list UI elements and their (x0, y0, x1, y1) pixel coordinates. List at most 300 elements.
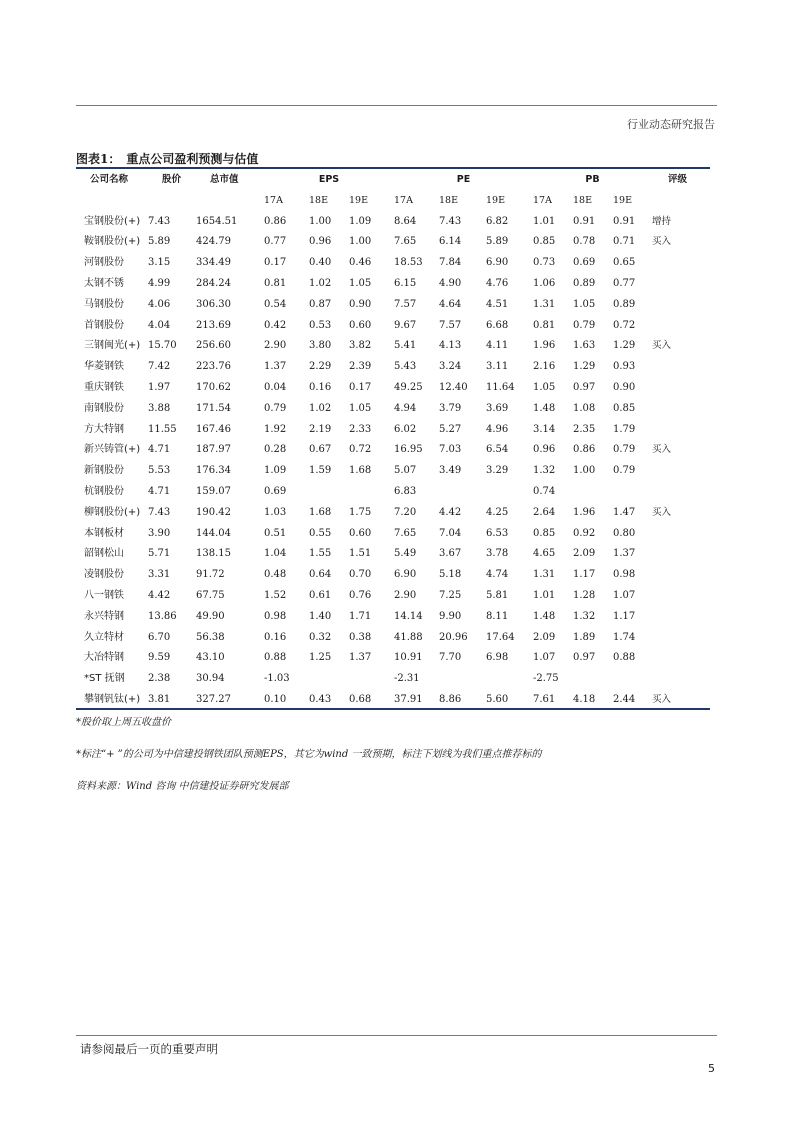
pb-19e-cell: 0.72 (613, 319, 636, 331)
pb-17a-cell: 0.74 (533, 485, 556, 497)
eps-19e-cell: 0.46 (349, 257, 372, 269)
eps-19e-cell: 1.00 (349, 236, 372, 248)
rating-cell: 增持 (652, 215, 672, 227)
price-cell: 9.59 (148, 652, 171, 664)
pe-17a-cell: 6.83 (394, 485, 417, 497)
pb-18e-cell: 0.89 (573, 277, 596, 289)
rating-cell (652, 628, 710, 649)
pe-19e-cell: 4.74 (486, 569, 509, 581)
rating-cell: 买入 (652, 506, 672, 518)
rating-cell (652, 274, 710, 295)
pb-17a-cell: 1.05 (533, 381, 556, 393)
price-cell: 1.97 (148, 381, 171, 393)
pe-17a-cell: 9.67 (394, 319, 417, 331)
col-header-eps: EPS (318, 174, 340, 185)
market-cap-cell: 1654.51 (196, 215, 238, 227)
company-name-cell: 河钢股份 (84, 257, 124, 269)
rating-cell (652, 357, 710, 378)
rating-cell (652, 378, 710, 399)
pe-19e-cell: 6.98 (486, 652, 509, 664)
table-row (76, 295, 710, 316)
company-name-cell: 华菱钢铁 (84, 361, 124, 373)
pb-18e-cell: 2.35 (573, 423, 596, 435)
company-name-cell: 久立特材 (84, 631, 124, 643)
price-cell: 6.70 (148, 631, 171, 643)
eps-18e-cell: 0.64 (309, 569, 332, 581)
eps-19e-cell: 0.90 (349, 298, 372, 310)
pe-17a-cell: 6.90 (394, 569, 417, 581)
market-cap-cell: 159.07 (196, 485, 231, 497)
pe-17a-cell: 16.95 (394, 444, 423, 456)
rating-cell (652, 607, 710, 628)
pb-17a-cell: 0.85 (533, 236, 556, 248)
pb-19e-cell (613, 482, 652, 503)
pb-17a-cell: 2.09 (533, 631, 556, 643)
pe-19e-cell: 6.54 (486, 444, 509, 456)
table-row (76, 669, 710, 690)
footer-disclaimer: 请参阅最后一页的重要声明 (80, 1042, 218, 1056)
pe-18e-cell: 7.43 (439, 215, 462, 227)
company-name-cell: 攀钢钒钛(+) (84, 693, 141, 705)
rating-cell (652, 253, 710, 274)
eps-19e-cell: 2.33 (349, 423, 372, 435)
table-row (76, 378, 710, 399)
price-cell: 5.53 (148, 465, 171, 477)
pb-19e-cell: 0.91 (613, 215, 636, 227)
rating-cell (652, 482, 710, 503)
eps-17a-cell: 0.69 (264, 485, 287, 497)
pb-18e-cell: 0.97 (573, 652, 596, 664)
pb-18e-cell: 1.00 (573, 465, 596, 477)
eps-17a-cell: 0.48 (264, 569, 287, 581)
eps-18e-cell: 1.02 (309, 402, 332, 414)
eps-18e-cell: 0.43 (309, 693, 332, 705)
market-cap-cell: 334.49 (196, 257, 231, 269)
eps-18e-cell: 0.16 (309, 381, 332, 393)
eps-18e-cell: 0.32 (309, 631, 332, 643)
pe-19e-cell: 3.69 (486, 402, 509, 414)
market-cap-cell: 56.38 (196, 631, 225, 643)
rating-cell (652, 399, 710, 420)
pe-18e-cell: 12.40 (439, 381, 468, 393)
pb-19e-cell: 0.80 (613, 527, 636, 539)
eps-17a-cell: 1.03 (264, 506, 287, 518)
company-name-cell: 马钢股份 (84, 298, 124, 310)
pb-18e-cell: 0.79 (573, 319, 596, 331)
pe-18e-cell: 7.04 (439, 527, 462, 539)
pe-17a-cell: 6.15 (394, 277, 417, 289)
eps-17a-cell: 0.81 (264, 277, 287, 289)
pb-19e-cell: 1.37 (613, 548, 636, 560)
table-row (76, 399, 710, 420)
pb-18e-cell: 1.08 (573, 402, 596, 414)
pb-19e-cell: 0.77 (613, 277, 636, 289)
eps-19e-cell (349, 482, 394, 503)
pe-19e-cell: 17.64 (486, 631, 515, 643)
pb-18e-cell: 0.78 (573, 236, 596, 248)
market-cap-cell: 170.62 (196, 381, 231, 393)
table-bottom-rule (76, 708, 710, 710)
table-row (76, 212, 710, 233)
pe-17a-cell: 7.65 (394, 236, 417, 248)
pb-18e-cell: 1.63 (573, 340, 596, 352)
table-body (76, 212, 710, 711)
company-name-cell: 南钢股份 (84, 402, 124, 414)
pb-18e-cell: 4.18 (573, 693, 596, 705)
eps-19e-cell: 1.09 (349, 215, 372, 227)
pe-18e-cell: 6.14 (439, 236, 462, 248)
pe-18e-cell: 4.90 (439, 277, 462, 289)
year-label: 19E (486, 194, 506, 206)
rating-cell (652, 544, 710, 565)
rating-cell: 买入 (652, 444, 672, 456)
pb-19e-cell: 0.79 (613, 465, 636, 477)
table-row (76, 461, 710, 482)
price-cell: 3.15 (148, 257, 171, 269)
pb-19e-cell: 1.74 (613, 631, 636, 643)
eps-17a-cell: 1.92 (264, 423, 287, 435)
pe-19e-cell: 4.96 (486, 423, 509, 435)
eps-17a-cell: 1.04 (264, 548, 287, 560)
price-cell: 4.06 (148, 298, 171, 310)
pe-19e-cell: 3.29 (486, 465, 509, 477)
pe-18e-cell: 4.64 (439, 298, 462, 310)
year-label: 18E (309, 194, 329, 206)
table-row (76, 253, 710, 274)
eps-18e-cell: 1.59 (309, 465, 332, 477)
eps-19e-cell: 0.38 (349, 631, 372, 643)
company-name-cell: 永兴特钢 (84, 610, 124, 622)
market-cap-cell: 144.04 (196, 527, 231, 539)
eps-19e-cell: 3.82 (349, 340, 372, 352)
valuation-table (76, 170, 710, 711)
market-cap-cell: 306.30 (196, 298, 231, 310)
eps-18e-cell: 1.55 (309, 548, 332, 560)
pb-18e-cell (573, 482, 613, 503)
eps-19e-cell (349, 669, 394, 690)
price-cell: 2.38 (148, 673, 171, 685)
company-name-cell: 方大特钢 (84, 423, 124, 435)
market-cap-cell: 284.24 (196, 277, 231, 289)
col-header-price: 股价 (162, 174, 182, 185)
table-row (76, 482, 710, 503)
pe-18e-cell: 7.25 (439, 589, 462, 601)
pe-19e-cell (486, 482, 533, 503)
company-name-cell: 柳钢股份(+) (84, 506, 141, 518)
pe-19e-cell: 6.90 (486, 257, 509, 269)
price-cell: 4.71 (148, 444, 171, 456)
pe-17a-cell: 37.91 (394, 693, 423, 705)
market-cap-cell: 171.54 (196, 402, 231, 414)
eps-17a-cell: 0.04 (264, 381, 287, 393)
pe-19e-cell: 5.89 (486, 236, 509, 248)
pb-18e-cell: 1.28 (573, 589, 596, 601)
pb-19e-cell: 0.98 (613, 569, 636, 581)
pb-19e-cell: 0.85 (613, 402, 636, 414)
pb-17a-cell: 1.48 (533, 610, 556, 622)
table-row (76, 420, 710, 441)
table-row (76, 274, 710, 295)
header-title: 行业动态研究报告 (627, 118, 715, 131)
pe-19e-cell: 5.60 (486, 693, 509, 705)
market-cap-cell: 213.69 (196, 319, 231, 331)
eps-18e-cell: 0.96 (309, 236, 332, 248)
market-cap-cell: 49.90 (196, 610, 225, 622)
table-year-row (76, 191, 710, 212)
pe-17a-cell: 41.88 (394, 631, 423, 643)
rating-cell (652, 316, 710, 337)
rating-cell (652, 420, 710, 441)
eps-17a-cell: 0.10 (264, 693, 287, 705)
table-row (76, 357, 710, 378)
eps-17a-cell: 1.52 (264, 589, 287, 601)
pb-19e-cell: 0.88 (613, 652, 636, 664)
table-row (76, 316, 710, 337)
pb-18e-cell: 1.89 (573, 631, 596, 643)
year-label: 17A (533, 194, 552, 206)
eps-17a-cell: 0.77 (264, 236, 287, 248)
pe-18e-cell: 8.86 (439, 693, 462, 705)
pe-19e-cell: 6.68 (486, 319, 509, 331)
figure-caption: 重点公司盈利预测与估值 (126, 152, 259, 166)
page-number: 5 (708, 1062, 715, 1075)
pe-18e-cell: 3.49 (439, 465, 462, 477)
pe-18e-cell: 20.96 (439, 631, 468, 643)
table-header-row (76, 170, 710, 191)
pb-17a-cell: 1.48 (533, 402, 556, 414)
pb-17a-cell: 0.85 (533, 527, 556, 539)
year-label: 17A (264, 194, 283, 206)
eps-19e-cell: 1.37 (349, 652, 372, 664)
pb-18e-cell: 0.69 (573, 257, 596, 269)
figure-label: 图表1： (76, 152, 121, 166)
pe-19e-cell: 11.64 (486, 381, 515, 393)
eps-19e-cell: 1.05 (349, 277, 372, 289)
rating-cell (652, 669, 710, 690)
company-name-cell: 新兴铸管(+) (84, 444, 141, 456)
price-cell: 7.43 (148, 215, 171, 227)
pb-17a-cell: -2.75 (533, 673, 559, 685)
table-row (76, 544, 710, 565)
pb-18e-cell: 0.92 (573, 527, 596, 539)
market-cap-cell: 256.60 (196, 340, 231, 352)
table-row (76, 586, 710, 607)
figure-title (76, 150, 258, 167)
eps-18e-cell: 1.68 (309, 506, 332, 518)
pb-19e-cell: 0.90 (613, 381, 636, 393)
price-note: *股价取上周五收盘价 (76, 717, 171, 728)
pe-19e-cell: 6.53 (486, 527, 509, 539)
eps-18e-cell: 0.53 (309, 319, 332, 331)
price-cell: 5.89 (148, 236, 171, 248)
eps-19e-cell: 0.70 (349, 569, 372, 581)
pb-17a-cell: 1.32 (533, 465, 556, 477)
pb-18e-cell: 1.32 (573, 610, 596, 622)
col-header-mktcap: 总市值 (210, 174, 239, 185)
pe-18e-cell: 7.84 (439, 257, 462, 269)
pe-17a-cell: 5.41 (394, 340, 417, 352)
eps-19e-cell: 0.72 (349, 444, 372, 456)
table-row (76, 628, 710, 649)
pe-18e-cell: 3.79 (439, 402, 462, 414)
eps-18e-cell: 1.40 (309, 610, 332, 622)
pb-17a-cell: 3.14 (533, 423, 556, 435)
forecast-note: *标注“+ ”的公司为中信建投钢铁团队预测EPS，其它为wind 一致预期，标注下划线为我们重点推荐标的 (76, 749, 542, 760)
pe-18e-cell: 9.90 (439, 610, 462, 622)
pe-19e-cell: 8.11 (486, 610, 509, 622)
pb-18e-cell: 0.86 (573, 444, 596, 456)
eps-18e-cell (309, 669, 349, 690)
pe-17a-cell: 7.57 (394, 298, 417, 310)
pe-17a-cell: 5.49 (394, 548, 417, 560)
table-row (76, 232, 710, 253)
market-cap-cell: 67.75 (196, 589, 225, 601)
pb-17a-cell: 1.01 (533, 589, 556, 601)
company-name-cell: 首钢股份 (84, 319, 124, 331)
table-row (76, 607, 710, 628)
rating-cell (652, 586, 710, 607)
pb-18e-cell: 2.09 (573, 548, 596, 560)
col-header-rating: 评级 (668, 174, 688, 185)
pe-17a-cell: 10.91 (394, 652, 423, 664)
eps-18e-cell: 0.61 (309, 589, 332, 601)
pe-19e-cell: 4.11 (486, 340, 509, 352)
market-cap-cell: 30.94 (196, 673, 225, 685)
pe-17a-cell: 7.65 (394, 527, 417, 539)
company-name-cell: 本钢板材 (84, 527, 124, 539)
price-cell: 3.81 (148, 693, 171, 705)
company-name-cell: 三钢闽光(+) (84, 340, 141, 352)
pb-19e-cell: 0.89 (613, 298, 636, 310)
pe-19e-cell: 4.76 (486, 277, 509, 289)
pb-17a-cell: 1.96 (533, 340, 556, 352)
pe-18e-cell: 5.18 (439, 569, 462, 581)
table-row (76, 503, 710, 524)
eps-17a-cell: 0.98 (264, 610, 287, 622)
header-rule (76, 105, 717, 106)
pb-19e-cell: 0.79 (613, 444, 636, 456)
price-cell: 7.43 (148, 506, 171, 518)
pb-17a-cell: 4.65 (533, 548, 556, 560)
pb-19e-cell: 0.65 (613, 257, 636, 269)
pe-19e-cell: 3.78 (486, 548, 509, 560)
rating-cell: 买入 (652, 236, 672, 248)
eps-19e-cell: 1.05 (349, 402, 372, 414)
company-name-cell: 太钢不锈 (84, 277, 124, 289)
company-name-cell: 新钢股份 (84, 465, 124, 477)
market-cap-cell: 190.42 (196, 506, 231, 518)
pe-19e-cell (486, 669, 533, 690)
pb-18e-cell: 1.05 (573, 298, 596, 310)
market-cap-cell: 43.10 (196, 652, 225, 664)
year-label: 18E (573, 194, 593, 206)
year-label: 19E (613, 194, 633, 206)
pb-19e-cell (613, 669, 652, 690)
eps-17a-cell: 1.37 (264, 361, 287, 373)
eps-19e-cell: 0.17 (349, 381, 372, 393)
price-cell: 4.99 (148, 277, 171, 289)
pb-17a-cell: 1.01 (533, 215, 556, 227)
pb-17a-cell: 1.31 (533, 298, 556, 310)
pb-19e-cell: 1.29 (613, 340, 636, 352)
pe-19e-cell: 6.82 (486, 215, 509, 227)
eps-18e-cell: 1.25 (309, 652, 332, 664)
eps-17a-cell: 0.17 (264, 257, 287, 269)
year-label: 17A (394, 194, 413, 206)
company-name-cell: 韶钢松山 (84, 548, 124, 560)
eps-18e-cell (309, 482, 349, 503)
market-cap-cell: 187.97 (196, 444, 231, 456)
eps-18e-cell: 0.55 (309, 527, 332, 539)
pb-19e-cell: 1.79 (613, 423, 636, 435)
pe-18e-cell: 7.70 (439, 652, 462, 664)
eps-17a-cell: 2.90 (264, 340, 287, 352)
pb-18e-cell: 1.96 (573, 506, 596, 518)
pb-19e-cell: 0.93 (613, 361, 636, 373)
company-name-cell: 大冶特钢 (84, 652, 124, 664)
pe-17a-cell: 5.43 (394, 361, 417, 373)
eps-18e-cell: 3.80 (309, 340, 332, 352)
pe-18e-cell: 7.03 (439, 444, 462, 456)
rating-cell (652, 648, 710, 669)
price-cell: 15.70 (148, 340, 177, 352)
pe-19e-cell: 4.51 (486, 298, 509, 310)
table-row (76, 336, 710, 357)
pe-18e-cell: 3.67 (439, 548, 462, 560)
pb-19e-cell: 0.71 (613, 236, 636, 248)
eps-19e-cell: 0.60 (349, 319, 372, 331)
pb-17a-cell: 0.73 (533, 257, 556, 269)
pe-18e-cell: 4.13 (439, 340, 462, 352)
pb-19e-cell: 1.17 (613, 610, 636, 622)
pb-17a-cell: 1.07 (533, 652, 556, 664)
rating-cell: 买入 (652, 693, 672, 705)
company-name-cell: *ST 抚钢 (84, 673, 125, 685)
pb-17a-cell: 0.81 (533, 319, 556, 331)
eps-19e-cell: 1.68 (349, 465, 372, 477)
market-cap-cell: 167.46 (196, 423, 231, 435)
eps-18e-cell: 0.87 (309, 298, 332, 310)
eps-19e-cell: 0.60 (349, 527, 372, 539)
eps-18e-cell: 2.29 (309, 361, 332, 373)
price-cell: 11.55 (148, 423, 177, 435)
market-cap-cell: 176.34 (196, 465, 231, 477)
eps-17a-cell: 0.54 (264, 298, 287, 310)
rating-cell (652, 461, 710, 482)
pb-17a-cell: 7.61 (533, 693, 556, 705)
pe-17a-cell: 2.90 (394, 589, 417, 601)
pb-19e-cell: 2.44 (613, 693, 636, 705)
pe-17a-cell: 14.14 (394, 610, 423, 622)
market-cap-cell: 138.15 (196, 548, 231, 560)
price-cell: 7.42 (148, 361, 171, 373)
eps-17a-cell: 0.88 (264, 652, 287, 664)
table-row (76, 524, 710, 545)
eps-19e-cell: 1.75 (349, 506, 372, 518)
price-cell: 5.71 (148, 548, 171, 560)
eps-17a-cell: 0.51 (264, 527, 287, 539)
eps-19e-cell: 1.71 (349, 610, 372, 622)
pb-18e-cell: 1.17 (573, 569, 596, 581)
year-label: 18E (439, 194, 459, 206)
company-name-cell: 杭钢股份 (84, 485, 124, 497)
pb-18e-cell: 0.91 (573, 215, 596, 227)
pe-17a-cell: 7.20 (394, 506, 417, 518)
eps-17a-cell: -1.03 (264, 673, 290, 685)
table-row (76, 565, 710, 586)
company-name-cell: 重庆钢铁 (84, 381, 124, 393)
eps-17a-cell: 0.16 (264, 631, 287, 643)
